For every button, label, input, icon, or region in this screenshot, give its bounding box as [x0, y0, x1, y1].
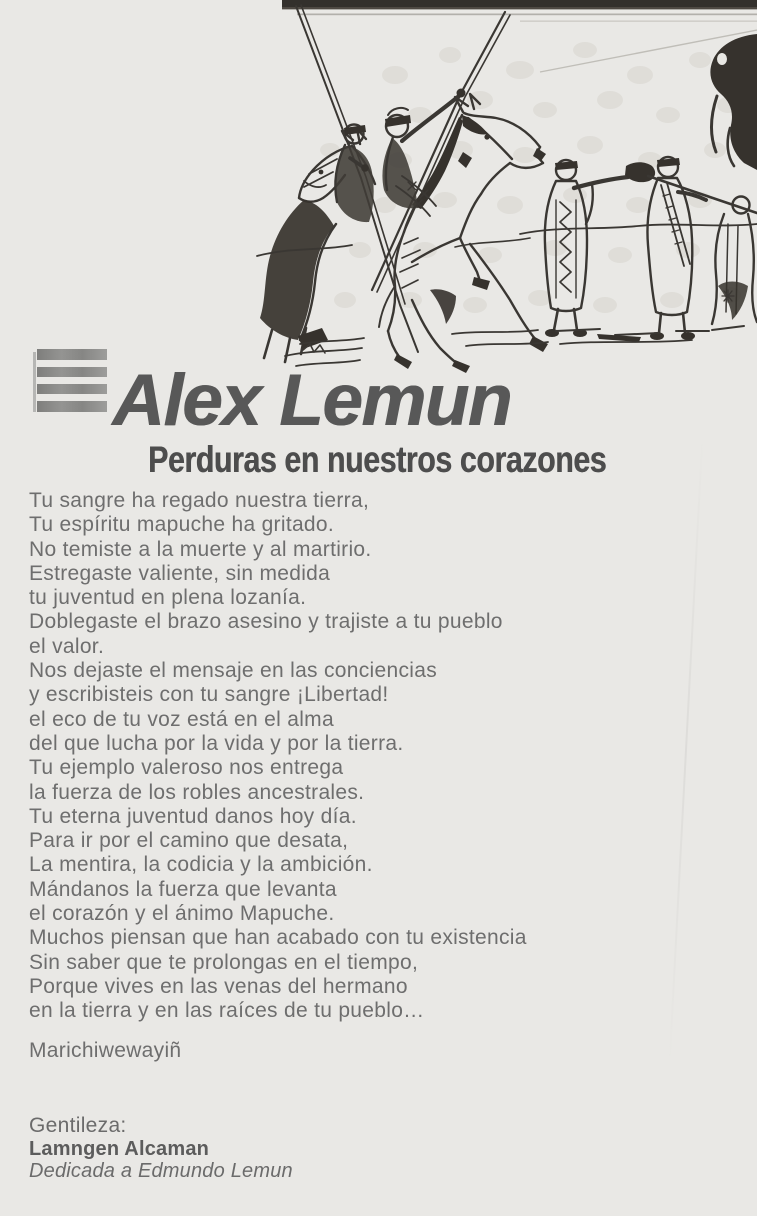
standing-figures	[545, 157, 757, 340]
poem-line: No temiste a la muerte y al martirio.	[29, 537, 372, 561]
poem-line: tu juventud en plena lozanía.	[29, 586, 307, 610]
credits-label: Gentileza:	[29, 1114, 127, 1137]
poem-line: La mentira, la codicia y la ambición.	[29, 853, 373, 877]
logo-vertical-bar	[33, 352, 36, 412]
mapuche-warriors-illustration	[0, 0, 757, 378]
poem-line: Muchos piensan que han acabado con tu existencia	[29, 926, 527, 950]
logo-bar	[37, 384, 107, 394]
poem-line: Nos dejaste el mensaje en las conciencias	[29, 659, 438, 683]
credits-name: Lamngen Alcaman	[29, 1138, 210, 1160]
poem	[29, 489, 629, 1024]
page-title: Alex Lemun	[112, 360, 511, 441]
poem-line: y escribisteis con tu sangre ¡Libertad!	[29, 683, 389, 707]
closing-word: Marichiwewayiñ	[29, 1039, 182, 1062]
page-subtitle: Perduras en nuestros corazones	[148, 439, 607, 480]
poem-line: en la tierra y en las raíces de tu pueblo…	[29, 999, 425, 1023]
credits-dedication: Dedicada a Edmundo Lemun	[29, 1160, 293, 1182]
poem-line: el eco de tu voz está en el alma	[29, 707, 334, 731]
credits-block	[29, 1113, 293, 1182]
poem-line: el corazón y el ánimo Mapuche.	[29, 902, 335, 926]
paper-crease	[668, 430, 703, 1069]
logo-bar	[37, 367, 107, 377]
poem-line: Sin saber que te prolongas en el tiempo,	[29, 950, 419, 974]
poem-line: Tu sangre ha regado nuestra tierra,	[29, 489, 370, 512]
bars-logo-icon	[26, 347, 110, 417]
logo-bar	[37, 349, 107, 360]
poem-line: Tu espíritu mapuche ha gritado.	[29, 513, 335, 537]
poem-line: el valor.	[29, 634, 105, 658]
poem-line: Tu eterna juventud danos hoy día.	[29, 804, 357, 828]
poem-line: Doblegaste el brazo asesino y trajiste a tu pueblo	[29, 610, 503, 634]
poem-line: Mándanos la fuerza que levanta	[29, 877, 337, 901]
poem-line: Tu ejemplo valeroso nos entrega	[29, 756, 344, 780]
poem-line: Porque vives en las venas del hermano	[29, 974, 408, 998]
main-horse-and-rider	[379, 89, 548, 374]
poem-line: del que lucha por la vida y por la tierra.	[29, 731, 404, 755]
poem-line: Para ir por el camino que desata,	[29, 829, 349, 853]
poem-line: Estregaste valiente, sin medida	[29, 561, 331, 585]
poem-line: la fuerza de los robles ancestrales.	[29, 780, 365, 804]
logo-bar	[37, 401, 107, 412]
